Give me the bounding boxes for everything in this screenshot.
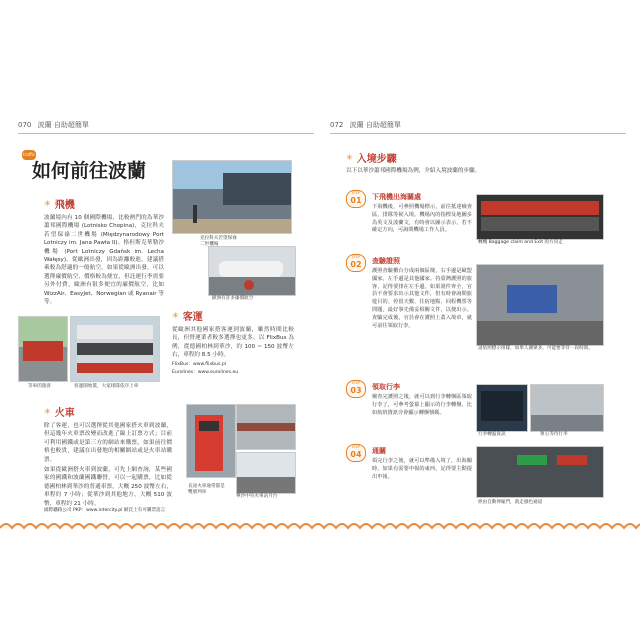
train-photo bbox=[186, 404, 236, 478]
step-caption-1: 轉機 Baggage claim and Exit 的方向走 bbox=[478, 240, 563, 245]
passport-check-photo bbox=[476, 264, 604, 346]
train-caption: 長途火車通常都是雙層列車 bbox=[188, 484, 225, 495]
step-badge-3: STEP 03 bbox=[346, 380, 366, 398]
step-badge-4: STEP 04 bbox=[346, 444, 366, 462]
step-body-4: 領完行李之後，就可以準備入境了，出海關時，如果有需要申報的東西，記得要主動提出申報。 bbox=[372, 458, 472, 480]
step-body-1: 下飛機後，可參照機場標示，前往抵達檢查區，排隊等候入境。機場內的指標及地圖多為英文及波蘭文，有時會以圖示表示，若不確定方向，可詢問機場工作人員。 bbox=[372, 204, 472, 234]
eurolines-link: Eurolines：www.eurolines.eu bbox=[172, 370, 239, 375]
star-icon: ✳ bbox=[346, 153, 353, 162]
scallop-border bbox=[0, 522, 640, 534]
waiting-baggage-photo bbox=[530, 384, 604, 432]
flixbus-link: FlixBus：www.flixbus.pl bbox=[172, 362, 227, 367]
page-title: 如何前往波蘭 bbox=[32, 160, 147, 182]
left-running-title: 波蘭 自助超簡單 bbox=[37, 121, 89, 129]
platform-photo bbox=[236, 404, 296, 450]
train-heading: ✳ 火車 bbox=[44, 407, 75, 419]
entry-intro: 以下以華沙蕭邦國際機場為例，介紹入境波蘭的步驟。 bbox=[346, 168, 481, 174]
station-caption: 華沙中央火車站月台 bbox=[236, 494, 278, 499]
right-running-title: 波蘭 自助超簡單 bbox=[349, 121, 401, 129]
station-photo bbox=[236, 452, 296, 494]
step-caption-3b: 領心等待行李 bbox=[540, 432, 568, 437]
customs-photo bbox=[476, 446, 604, 498]
plane-body: 波蘭境內有 10 個國際機場，比較熱門的為華沙蕭邦國際機場 (Lotnisko Chopina)，克拉科夫若望保祿二世機場 (Międzynarodowy Port Lotniczy im. Jana Pawła II)、格但斯克華勒沙機場 (Port Lotniczy Gdańsk im. Lecha Wałęsy)。從歐洲出發，因為距離較進，建議搭乘較為舒適的一般航空。如果從歐洲出發，可以選擇廉價航空，價格較為便宜，但託運行李需要另外付費，歐洲有很多便宜的廉價航空，比如 WizzAir、EasyJet、Norwegian 或 Ryanair 等等。 bbox=[44, 215, 164, 306]
step-badge-1: STEP 01 bbox=[346, 190, 366, 208]
left-page-number: 070 波蘭 自助超簡單 bbox=[18, 121, 89, 129]
bus-heading: ✳ 客運 bbox=[172, 311, 203, 323]
step-title-3: 領取行李 bbox=[372, 383, 400, 391]
airport-photo bbox=[172, 160, 292, 234]
double-decker-caption: 客運開始裝，大家排隊依序上車 bbox=[74, 384, 139, 389]
traffic-badge: traffic bbox=[22, 150, 36, 160]
bus-station-photo bbox=[18, 316, 68, 382]
step-title-2: 查驗證照 bbox=[372, 257, 400, 265]
star-icon: ✳ bbox=[44, 407, 51, 416]
step-badge-2: STEP 02 bbox=[346, 254, 366, 272]
airplane-photo bbox=[208, 246, 296, 296]
airport-caption: 克拉科夫若望保祿二世機場 bbox=[200, 236, 237, 247]
step-caption-3a: 行李轉盤資訊 bbox=[478, 432, 506, 437]
train-body-1: 除了客運，也可以選擇從其他國家搭火車到波蘭，但這幾年火車票改變而改進了線上訂票方式；目前可利用國鐵或是第三方的網站來購票，如果前往價格也較貴，建議在出發地的相關網站或是火車站購票。 bbox=[44, 423, 172, 463]
bus-body: 從歐洲其他國家搭客運到波蘭，雖然時間比較長，但營運業者較多選擇也更多，以 FlixBus 為例，從德國柏林到華沙，約 100 ~ 150 波幣左右，車程約 8.5 小時。 bbox=[172, 327, 294, 359]
left-header-rule bbox=[18, 133, 314, 134]
step-body-3: 檢查完護照之後，就可以到行李轉盤區領取行李了，可參考螢幕上顯示的行李轉盤，比如航班資訊旁會顯示轉盤號碼。 bbox=[372, 394, 472, 416]
step-title-1: 下飛機出海關處 bbox=[372, 193, 421, 201]
right-page-number: 072 波蘭 自助超簡單 bbox=[330, 121, 401, 129]
step-body-2: 護照查驗櫃台分成兩個區塊，右手邊是歐盟國家，左手邊是其他國家。持臺灣護照的旅客，記得要排在左手邊。如果證件齊全，官員不會要求出示其他文件，但有時會詢問旅遊目的、停留天數、住宿地點、回程機票等問題，最好事先備妥相關文件，以便出示。查驗完成後，官員會在護照上蓋入境章，就可前往領取行李。 bbox=[372, 268, 472, 329]
baggage-sign-photo bbox=[476, 194, 604, 240]
right-header-rule bbox=[330, 133, 626, 134]
star-icon: ✳ bbox=[44, 199, 51, 208]
double-decker-photo bbox=[70, 316, 160, 382]
step-title-4: 通關 bbox=[372, 447, 386, 455]
star-icon: ✳ bbox=[172, 311, 179, 320]
step-caption-4: 經由自動伸縮門，就走綠色通道 bbox=[478, 500, 543, 505]
baggage-board-photo bbox=[476, 384, 528, 432]
pkp-link: 國際鐵路公司 PKP：www.intercity.pl 網頁上有可購票語言 bbox=[44, 508, 166, 513]
train-body-2: 如果從歐洲搭火車到波蘭，可先上網查詢，某些國家的國鐵和波蘭國鐵聯營，可以一起購票，比如從德國柏林到華沙的普通車票，大概 250 波幣左右，車程約 7 小時；從華沙到其他地方，大概 510 波幣，車程約 21 小時。 bbox=[44, 467, 172, 507]
entry-heading: ✳ 入境步驟 bbox=[346, 153, 397, 165]
plane-heading: ✳ 飛機 bbox=[44, 199, 75, 211]
airplane-caption: 歐洲有許多廉價航空 bbox=[212, 296, 254, 301]
step-caption-2: 請依照標示排隊，如果人潮眾多，可能要等待一段時間。 bbox=[478, 346, 593, 351]
bus-station-caption: 等車的旅客 bbox=[28, 384, 51, 389]
